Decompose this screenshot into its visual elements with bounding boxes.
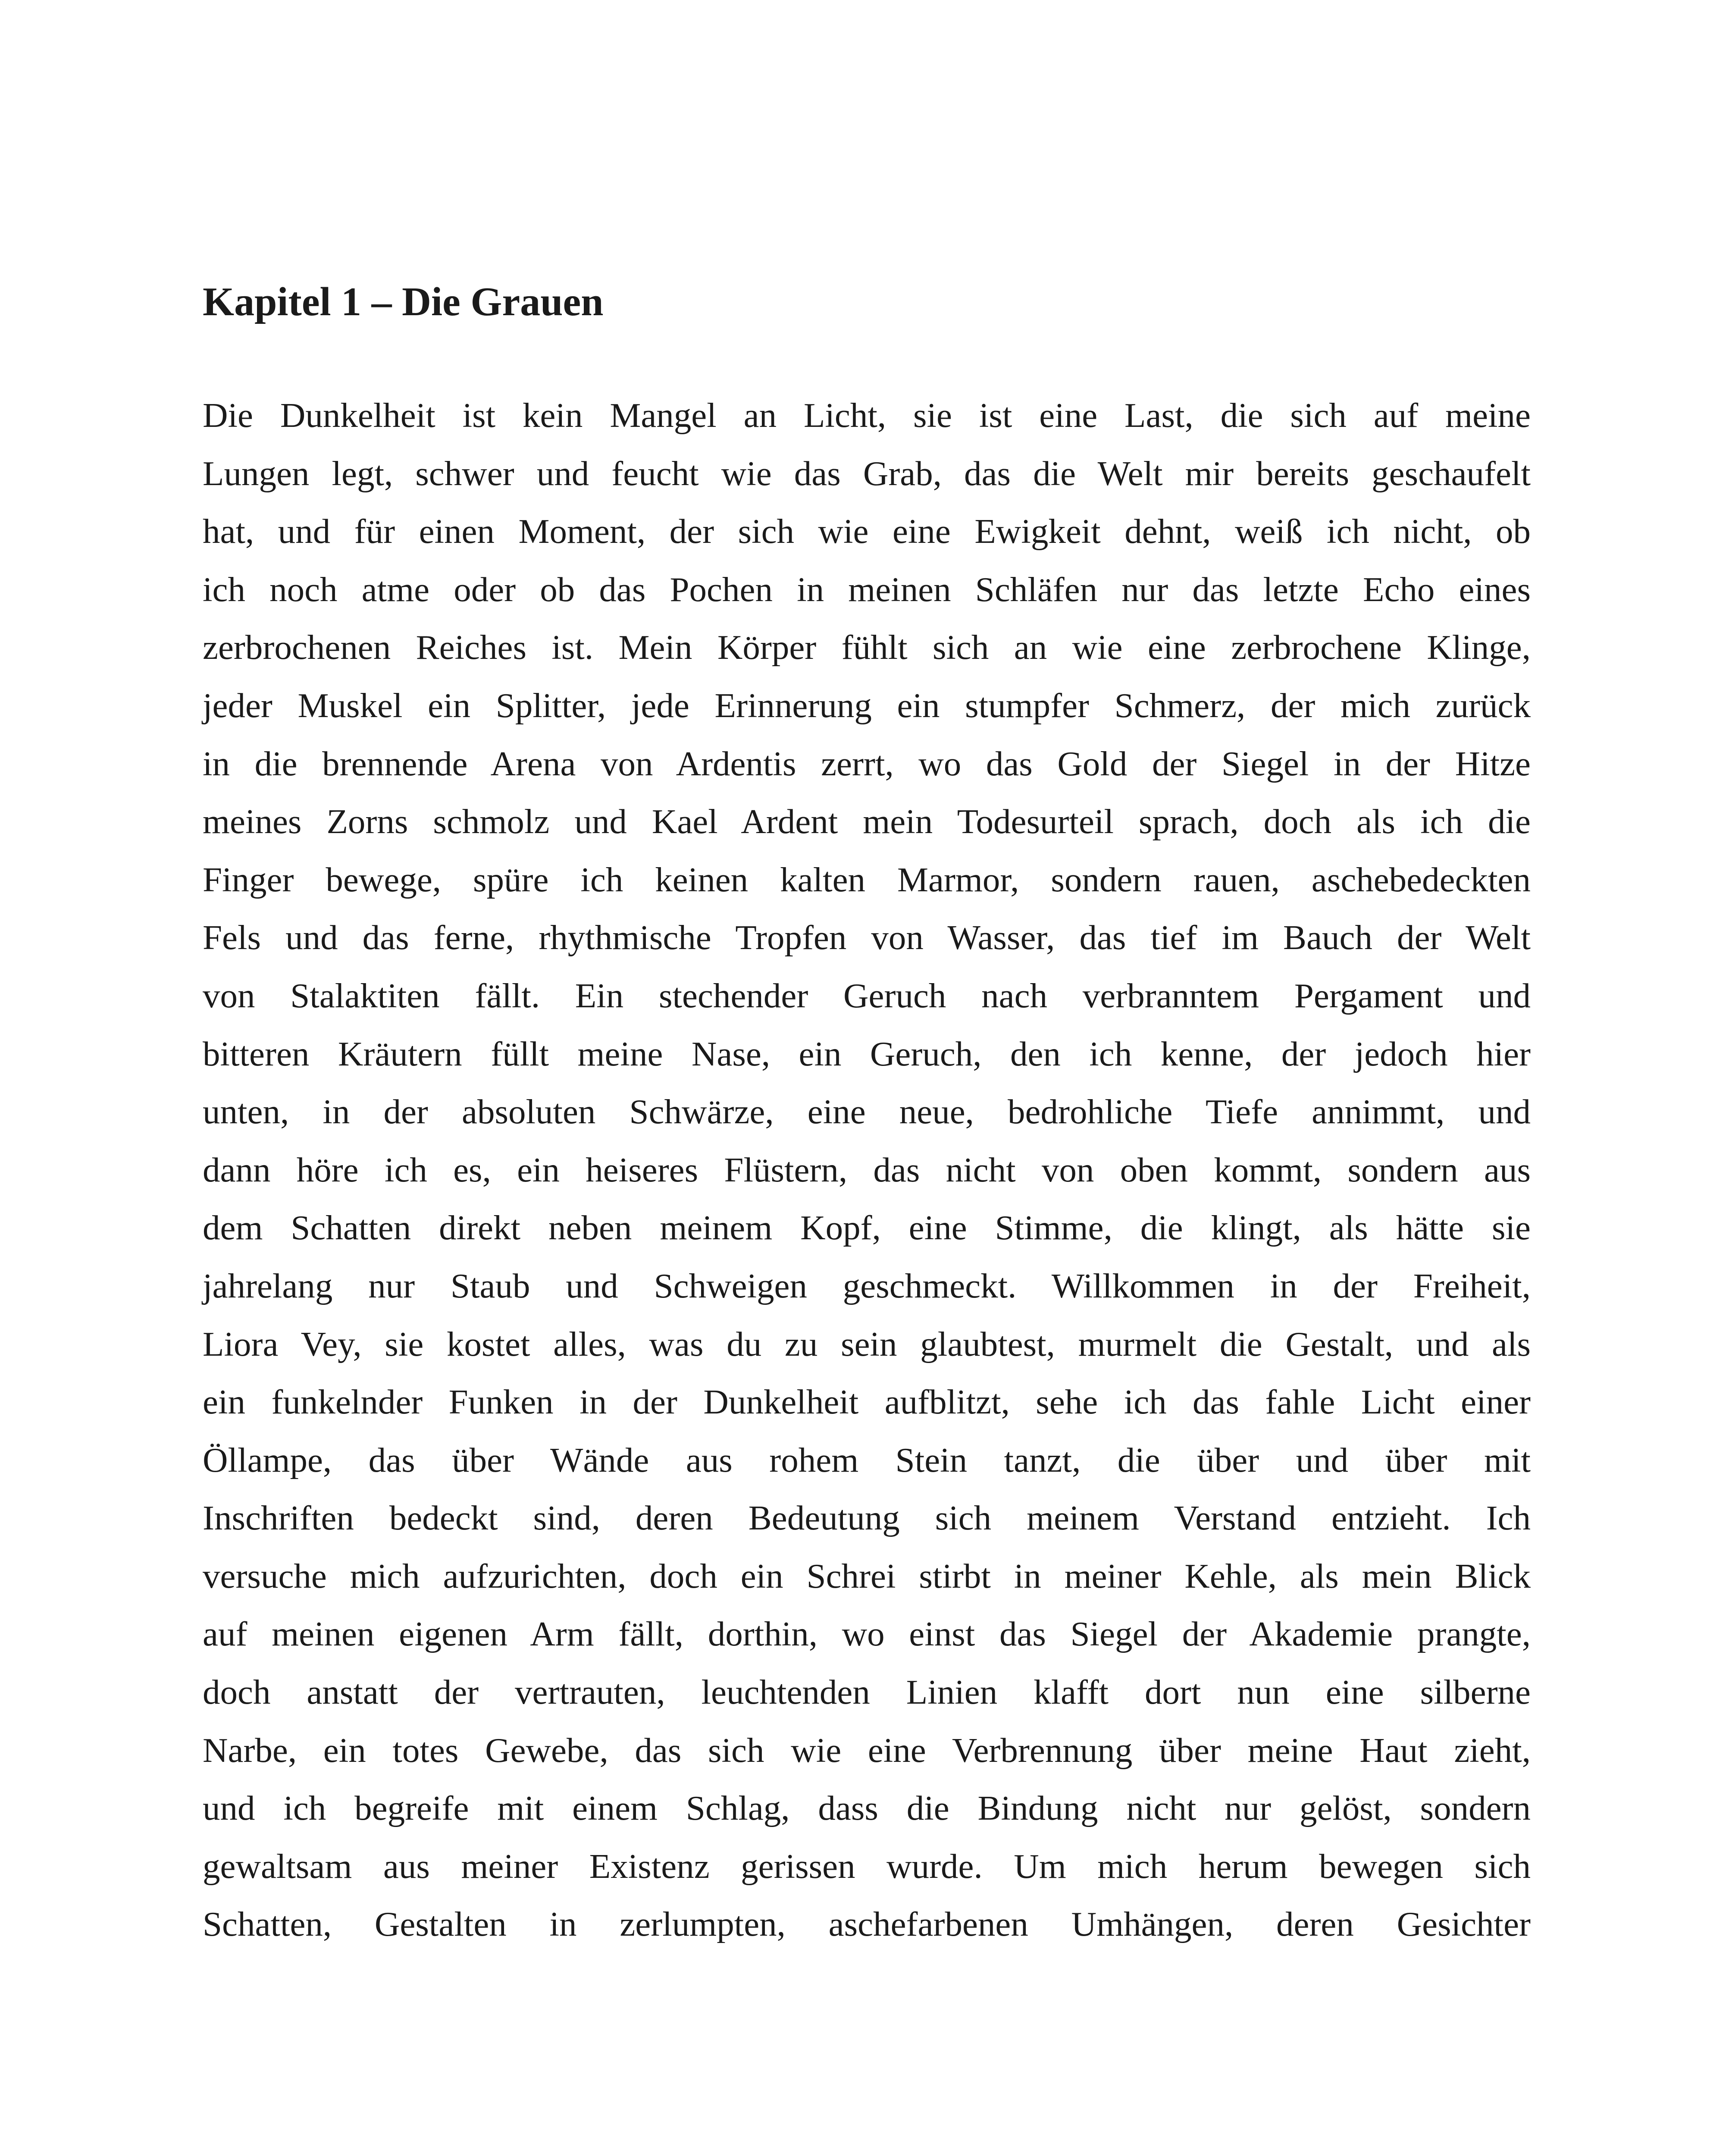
- text-line: dem Schatten direkt neben meinem Kopf, eine Stimme, die klingt, als hätte sie: [203, 1208, 1531, 1247]
- text-line: Narbe, ein totes Gewebe, das sich wie eine Verbrennung über meine Haut zieht,: [203, 1730, 1531, 1770]
- text-line: auf meinen eigenen Arm fällt, dorthin, wo einst das Siegel der Akademie prangte,: [203, 1614, 1531, 1654]
- text-line: in die brennende Arena von Ardentis zerrt, wo das Gold der Siegel in der Hitze: [203, 744, 1531, 783]
- text-line: und ich begreife mit einem Schlag, dass die Bindung nicht nur gelöst, sondern: [203, 1789, 1531, 1828]
- text-line: unten, in der absoluten Schwärze, eine neue, bedrohliche Tiefe annimmt, und: [203, 1092, 1531, 1131]
- text-line: ein funkelnder Funken in der Dunkelheit aufblitzt, sehe ich das fahle Licht einer: [203, 1382, 1531, 1422]
- text-line: Lungen legt, schwer und feucht wie das Grab, das die Welt mir bereits geschaufelt: [203, 454, 1531, 493]
- text-line: Fels und das ferne, rhythmische Tropfen von Wasser, das tief im Bauch der Welt: [203, 918, 1531, 957]
- text-line: doch anstatt der vertrauten, leuchtenden Linien klafft dort nun eine silberne: [203, 1673, 1531, 1712]
- text-line: Schatten, Gestalten in zerlumpten, aschefarbenen Umhängen, deren Gesichter: [203, 1905, 1531, 1944]
- text-line: hat, und für einen Moment, der sich wie eine Ewigkeit dehnt, weiß ich nicht, ob: [203, 512, 1531, 551]
- body-paragraph: [203, 386, 1531, 1953]
- text-line: dann höre ich es, ein heiseres Flüstern, das nicht von oben kommt, sondern aus: [203, 1150, 1531, 1189]
- text-line: ich noch atme oder ob das Pochen in meinen Schläfen nur das letzte Echo eines: [203, 570, 1531, 609]
- text-line: Inschriften bedeckt sind, deren Bedeutung sich meinem Verstand entzieht. Ich: [203, 1498, 1531, 1538]
- text-line: von Stalaktiten fällt. Ein stechender Geruch nach verbranntem Pergament und: [203, 976, 1531, 1015]
- text-line: jeder Muskel ein Splitter, jede Erinnerung ein stumpfer Schmerz, der mich zurück: [203, 686, 1531, 725]
- text-line: bitteren Kräutern füllt meine Nase, ein Geruch, den ich kenne, der jedoch hier: [203, 1034, 1531, 1073]
- text-line: versuche mich aufzurichten, doch ein Schrei stirbt in meiner Kehle, als mein Blick: [203, 1556, 1531, 1595]
- text-line: meines Zorns schmolz und Kael Ardent mein Todesurteil sprach, doch als ich die: [203, 802, 1531, 841]
- text-line: Die Dunkelheit ist kein Mangel an Licht, sie ist eine Last, die sich auf meine: [203, 396, 1531, 435]
- text-line: zerbrochenen Reiches ist. Mein Körper fühlt sich an wie eine zerbrochene Klinge,: [203, 628, 1531, 667]
- text-line: Liora Vey, sie kostet alles, was du zu sein glaubtest, murmelt die Gestalt, und als: [203, 1324, 1531, 1363]
- text-line: Finger bewege, spüre ich keinen kalten Marmor, sondern rauen, aschebedeckten: [203, 860, 1531, 899]
- chapter-title: Kapitel 1 – Die Grauen: [203, 279, 604, 324]
- text-line: jahrelang nur Staub und Schweigen geschmeckt. Willkommen in der Freiheit,: [203, 1266, 1531, 1305]
- text-line: gewaltsam aus meiner Existenz gerissen wurde. Um mich herum bewegen sich: [203, 1846, 1531, 1886]
- text-line: Öllampe, das über Wände aus rohem Stein tanzt, die über und über mit: [203, 1440, 1531, 1479]
